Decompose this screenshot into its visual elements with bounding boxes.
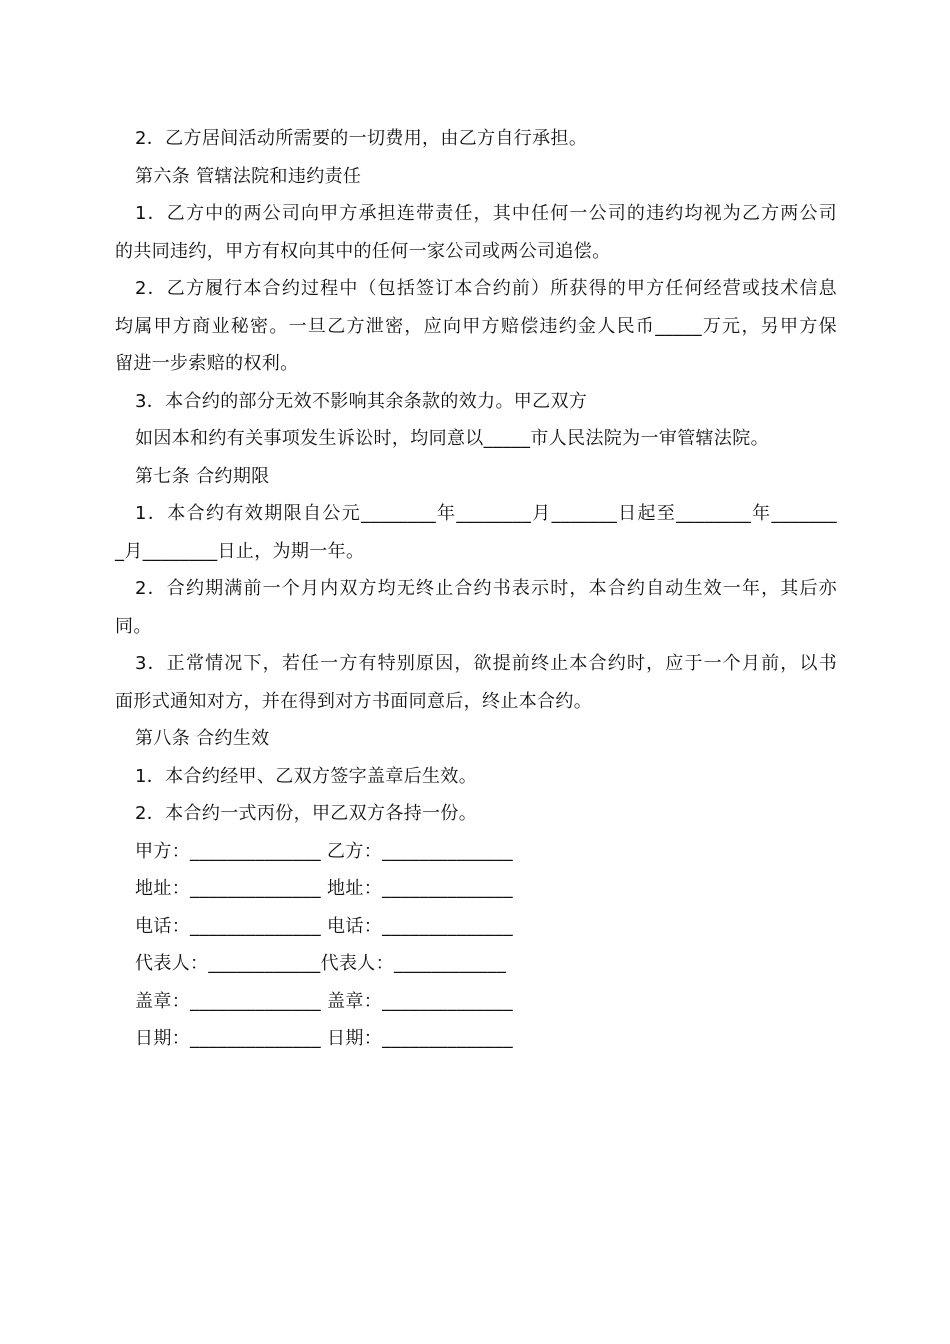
signature-phone-row: 电话：______________ 电话：______________ <box>135 915 513 937</box>
article-8-heading: 第八条 合约生效 <box>135 728 270 749</box>
clause-6-item-1-line-2: 的共同违约，甲方有权向其中的任何一家公司或两公司追偿。 <box>115 240 611 262</box>
signature-date-row: 日期：______________ 日期：______________ <box>135 1028 513 1049</box>
article-6-heading: 第六条 管辖法院和违约责任 <box>135 165 362 187</box>
clause-5-item-2: 2．乙方居间活动所需要的一切费用，由乙方自行承担。 <box>135 128 588 149</box>
article-7-heading: 第七条 合约期限 <box>135 465 270 487</box>
clause-7-item-3-line-2: 面形式通知对方，并在得到对方书面同意后，终止本合约。 <box>115 690 593 712</box>
signature-address-row: 地址：______________ 地址：______________ <box>135 878 513 899</box>
clause-7-item-3-line-1: 3．正常情况下，若任一方有特别原因，欲提前终止本合约时，应于一个月前，以书 <box>135 653 837 674</box>
clause-7-item-2-line-2: 同。 <box>115 615 152 637</box>
signature-seal-row: 盖章：______________ 盖章：______________ <box>135 990 513 1012</box>
signature-block <box>115 833 837 1058</box>
clause-6-item-2-line-1: 2．乙方履行本合约过程中（包括签订本合约前）所获得的甲方任何经营或技术信息 <box>135 278 837 299</box>
clause-7-item-2-line-1: 2．合约期满前一个月内双方均无终止合约书表示时，本合约自动生效一年，其后亦 <box>135 578 837 599</box>
clause-6-item-1-line-1: 1．乙方中的两公司向甲方承担连带责任，其中任何一公司的违约均视为乙方两公司 <box>135 203 837 224</box>
clause-6-item-2-line-3: 留进一步索赔的权利。 <box>115 353 299 374</box>
clause-7-item-1-line-2: _月________日止，为期一年。 <box>115 540 365 562</box>
document-page <box>115 120 837 1058</box>
clause-8-item-2: 2．本合约一式丙份，甲乙双方各持一份。 <box>135 803 478 824</box>
clause-6-item-3-continued: 如因本和约有关事项发生诉讼时，均同意以_____市人民法院为一审管辖法院。 <box>135 428 769 449</box>
clause-6-item-2-line-2: 均属甲方商业秘密。一旦乙方泄密，应向甲方赔偿违约金人民币_____万元，另甲方保 <box>115 315 837 337</box>
clause-8-item-1: 1．本合约经甲、乙双方签字盖章后生效。 <box>135 765 478 787</box>
signature-party-row: 甲方：______________ 乙方：______________ <box>135 840 513 862</box>
clause-7-item-1-line-1: 1．本合约有效期限自公元________年________月_______日起至________年_______ <box>135 503 837 524</box>
clause-6-item-3: 3．本合约的部分无效不影响其余条款的效力。甲乙双方 <box>135 390 588 412</box>
signature-representative-row: 代表人：____________代表人：____________ <box>135 953 507 974</box>
